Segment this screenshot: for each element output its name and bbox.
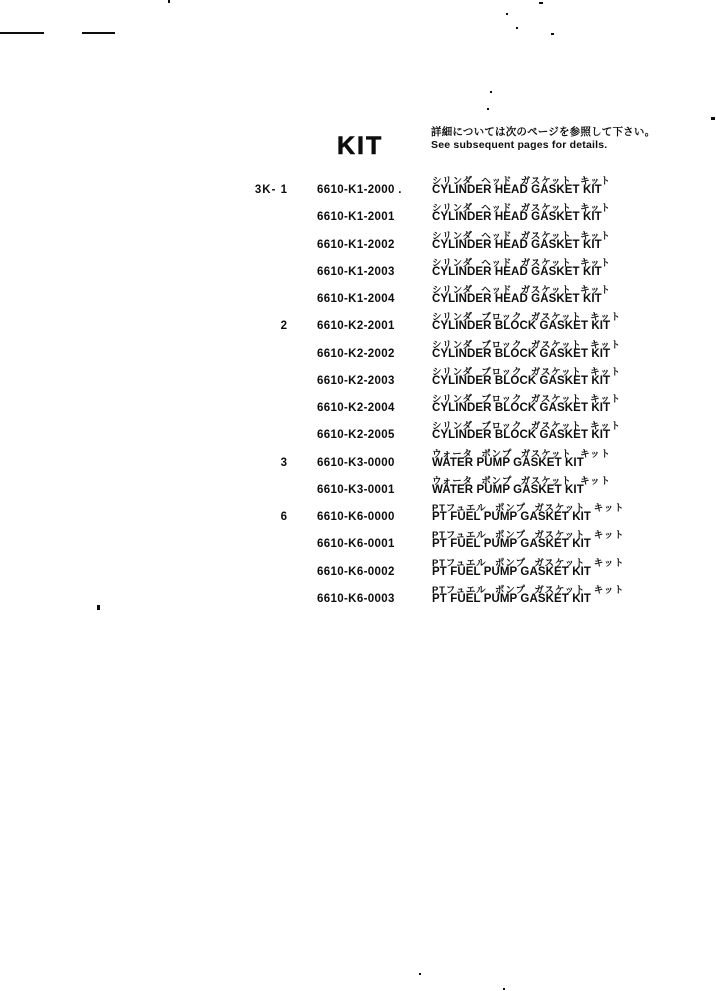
- scan-speck: [419, 973, 421, 975]
- part-number: 6610-K2-2001: [317, 320, 395, 333]
- part-desc-jp: シリンダ ブロック ガスケット キット: [432, 312, 621, 324]
- note-japanese: 詳細については次のページを参照して下さい。: [431, 126, 656, 138]
- scan-speck: [516, 27, 518, 29]
- part-desc-jp: シリンダ ヘッド ガスケット キット: [432, 203, 611, 215]
- part-row: [0, 583, 716, 610]
- part-desc-jp: シリンダ ヘッド ガスケット キット: [432, 257, 611, 269]
- note-english: See subsequent pages for details.: [431, 139, 608, 151]
- scan-speck: [711, 117, 715, 120]
- part-row: [0, 447, 716, 474]
- part-row: [0, 556, 716, 583]
- scan-speck: [168, 0, 170, 3]
- part-desc-en: CYLINDER BLOCK GASKET KIT: [432, 347, 611, 360]
- part-desc-en: CYLINDER BLOCK GASKET KIT: [432, 320, 611, 333]
- part-desc-en: WATER PUMP GASKET KIT: [432, 483, 584, 496]
- scan-speck: [503, 988, 505, 990]
- part-desc-en: PT FUEL PUMP GASKET KIT: [432, 565, 592, 578]
- part-row: [0, 501, 716, 528]
- scan-rule: [82, 32, 115, 34]
- scan-speck: [551, 33, 554, 35]
- part-number: 6610-K1-2000 .: [317, 184, 402, 196]
- part-desc-en: CYLINDER BLOCK GASKET KIT: [432, 402, 611, 414]
- part-number: 6610-K1-2002: [317, 238, 395, 251]
- part-number: 6610-K1-2001: [317, 211, 395, 224]
- part-number: 6610-K2-2004: [317, 402, 395, 414]
- part-number: 6610-K2-2005: [317, 429, 395, 442]
- part-desc-en: CYLINDER BLOCK GASKET KIT: [432, 374, 611, 387]
- part-ref: 6: [280, 511, 288, 523]
- part-desc-jp: ウォータ ポンプ ガスケット キット: [432, 448, 611, 460]
- part-number: 6610-K2-2003: [317, 374, 395, 387]
- part-desc-en: CYLINDER HEAD GASKET KIT: [432, 184, 602, 196]
- part-row: [0, 528, 716, 555]
- part-desc-en: CYLINDER HEAD GASKET KIT: [432, 238, 602, 251]
- part-desc-en: CYLINDER HEAD GASKET KIT: [432, 265, 602, 278]
- part-number: 6610-K6-0003: [317, 592, 395, 605]
- part-row: [0, 174, 716, 201]
- part-desc-jp: PTフュエル ポンプ ガスケット キット: [432, 584, 625, 596]
- part-row: [0, 419, 716, 446]
- scan-speck: [506, 13, 508, 15]
- part-desc-jp: シリンダ ブロック ガスケット キット: [432, 339, 621, 351]
- part-desc-en: CYLINDER HEAD GASKET KIT: [432, 211, 602, 224]
- part-row: [0, 201, 716, 228]
- part-desc-en: WATER PUMP GASKET KIT: [432, 456, 584, 469]
- part-desc-en: PT FUEL PUMP GASKET KIT: [432, 511, 592, 523]
- part-row: [0, 392, 716, 419]
- part-row: [0, 283, 716, 310]
- part-row: [0, 365, 716, 392]
- parts-list: [0, 174, 716, 610]
- part-number: 6610-K1-2003: [317, 265, 395, 278]
- part-desc-jp: シリンダ ヘッド ガスケット キット: [432, 230, 611, 242]
- part-desc-jp: シリンダ ブロック ガスケット キット: [432, 366, 621, 378]
- header-note: [431, 126, 655, 151]
- part-ref: 2: [280, 320, 288, 333]
- part-desc-jp: シリンダ ブロック ガスケット キット: [432, 421, 621, 433]
- part-desc-en: PT FUEL PUMP GASKET KIT: [432, 592, 592, 605]
- part-ref: 3K- 1: [254, 184, 288, 196]
- part-number: 6610-K2-2002: [317, 347, 395, 360]
- part-row: [0, 338, 716, 365]
- part-number: 6610-K3-0001: [317, 483, 395, 496]
- part-ref: 3: [280, 456, 288, 469]
- part-number: 6610-K6-0002: [317, 565, 395, 578]
- part-row: [0, 474, 716, 501]
- part-desc-jp: シリンダ ヘッド ガスケット キット: [432, 176, 611, 187]
- part-desc-en: CYLINDER BLOCK GASKET KIT: [432, 429, 611, 442]
- part-number: 6610-K6-0000: [317, 511, 395, 523]
- part-row: [0, 310, 716, 337]
- part-desc-jp: PTフュエル ポンプ ガスケット キット: [432, 557, 625, 569]
- part-number: 6610-K3-0000: [317, 456, 395, 469]
- part-desc-jp: PTフュエル ポンプ ガスケット キット: [432, 530, 625, 542]
- part-desc-en: CYLINDER HEAD GASKET KIT: [432, 293, 602, 305]
- part-number: 6610-K1-2004: [317, 293, 395, 305]
- part-row: [0, 256, 716, 283]
- part-desc-en: PT FUEL PUMP GASKET KIT: [432, 538, 592, 551]
- part-desc-jp: シリンダ ヘッド ガスケット キット: [432, 285, 611, 296]
- scan-speck: [487, 108, 489, 110]
- part-number: 6610-K6-0001: [317, 538, 395, 551]
- part-row: [0, 229, 716, 256]
- page-title: KIT: [337, 132, 384, 160]
- part-desc-jp: PTフュエル ポンプ ガスケット キット: [432, 503, 625, 514]
- scan-rule: [0, 32, 44, 34]
- part-desc-jp: シリンダ ブロック ガスケット キット: [432, 394, 621, 405]
- scan-speck: [539, 2, 543, 4]
- part-desc-jp: ウォータ ポンプ ガスケット キット: [432, 475, 611, 487]
- scan-speck: [490, 91, 492, 93]
